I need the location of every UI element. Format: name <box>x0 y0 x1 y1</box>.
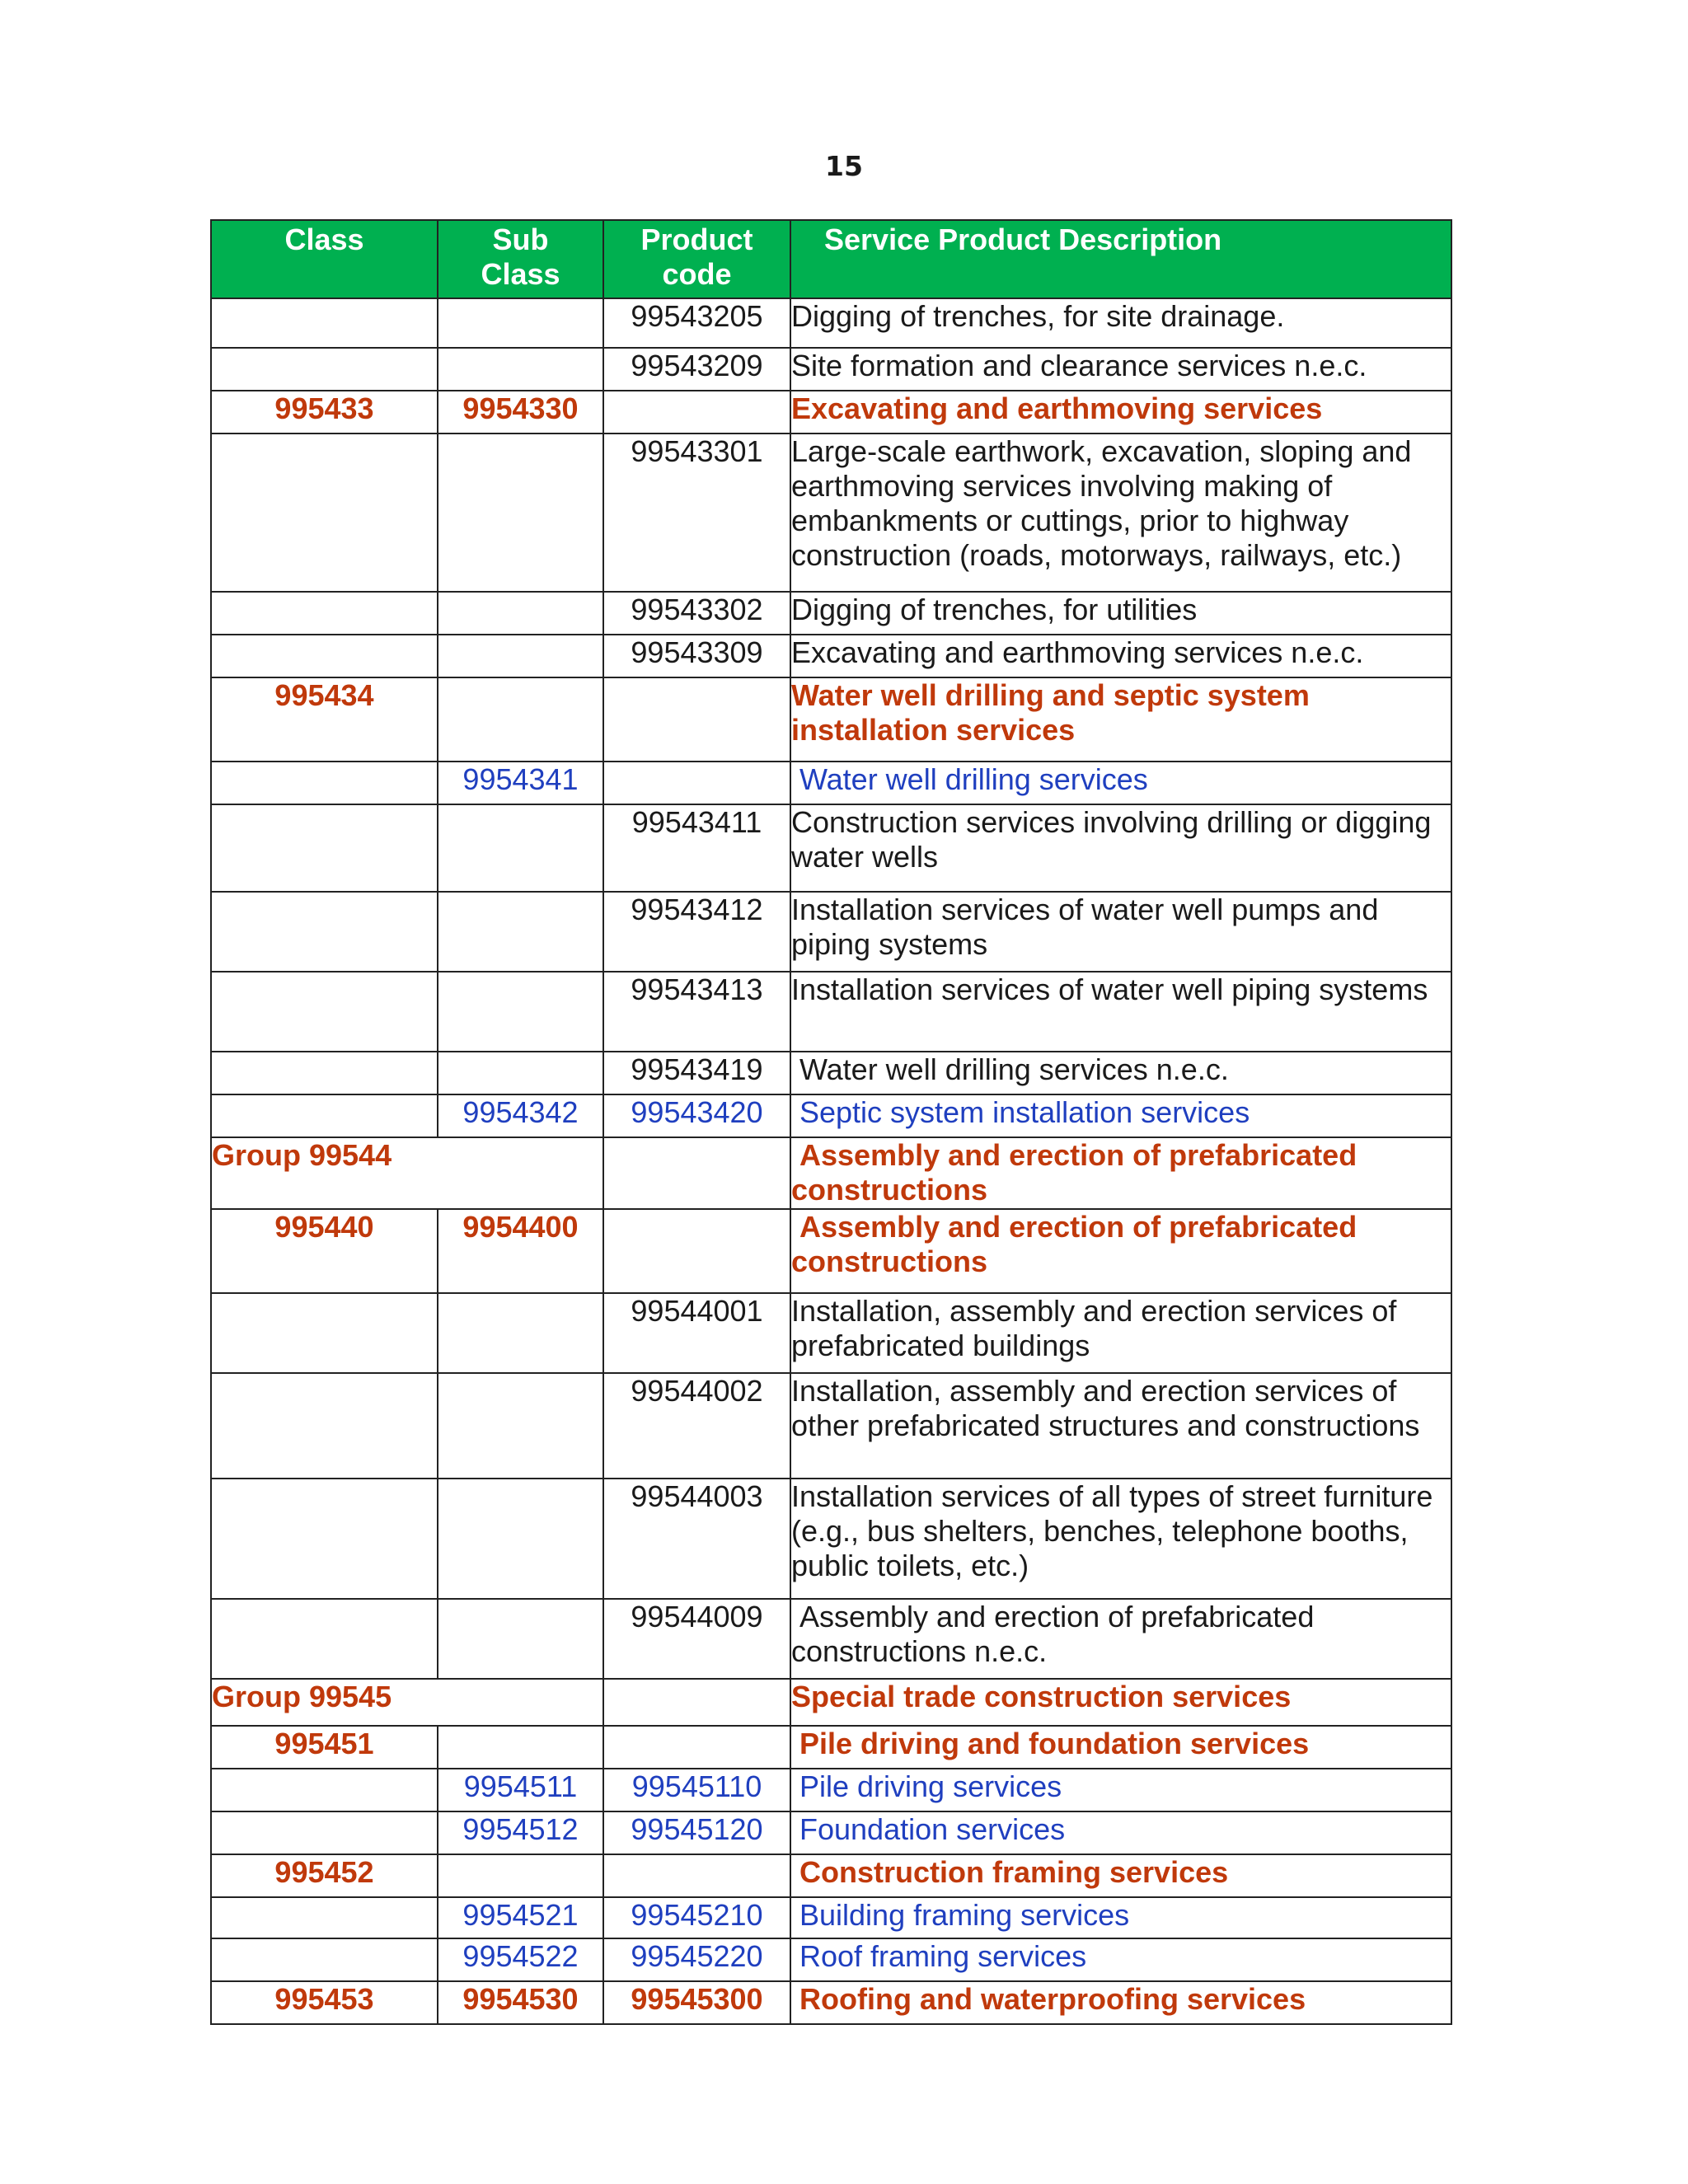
class-cell: 995453 <box>211 1981 438 2024</box>
subclass-cell <box>438 434 603 592</box>
table-row <box>211 298 1451 348</box>
description-cell: Water well drilling services <box>790 762 1451 804</box>
subclass-cell <box>438 1599 603 1679</box>
product-code-cell: 99545210 <box>603 1897 790 1938</box>
class-cell <box>211 1293 438 1373</box>
description-cell: Installation services of water well pumps and piping systems <box>790 892 1451 972</box>
product-code-cell: 99545220 <box>603 1938 790 1981</box>
product-code-cell: 99543419 <box>603 1052 790 1094</box>
table-row <box>211 1854 1451 1897</box>
table-row <box>211 592 1451 635</box>
class-cell <box>211 804 438 892</box>
description-cell: Site formation and clearance services n.e.c. <box>790 348 1451 391</box>
product-code-cell: 99544009 <box>603 1599 790 1679</box>
table-row <box>211 1373 1451 1479</box>
product-code-cell <box>603 1209 790 1293</box>
product-code-cell: 99543420 <box>603 1094 790 1137</box>
class-cell: 995433 <box>211 391 438 434</box>
description-cell: Installation services of water well piping systems <box>790 972 1451 1052</box>
subclass-cell: 9954521 <box>438 1897 603 1938</box>
class-cell: 995451 <box>211 1726 438 1769</box>
description-cell: Water well drilling services n.e.c. <box>790 1052 1451 1094</box>
description-cell: Roof framing services <box>790 1938 1451 1981</box>
header-subclass: Sub Class <box>438 220 603 298</box>
product-code-cell: 99543302 <box>603 592 790 635</box>
table-row <box>211 1679 1451 1726</box>
header-description: Service Product Description <box>790 220 1451 298</box>
product-code-cell: 99545120 <box>603 1811 790 1854</box>
product-code-cell <box>603 1854 790 1897</box>
description-cell: Water well drilling and septic system installation services <box>790 677 1451 762</box>
table-row <box>211 1981 1451 2024</box>
table-row <box>211 1094 1451 1137</box>
group-cell: Group 99545 <box>211 1679 603 1726</box>
product-code-cell <box>603 762 790 804</box>
description-cell: Digging of trenches, for site drainage. <box>790 298 1451 348</box>
product-code-cell <box>603 677 790 762</box>
subclass-cell <box>438 1373 603 1479</box>
table-header-row <box>211 220 1451 298</box>
class-cell: 995452 <box>211 1854 438 1897</box>
table-row <box>211 677 1451 762</box>
product-code-cell: 99543411 <box>603 804 790 892</box>
subclass-cell <box>438 677 603 762</box>
class-cell <box>211 1599 438 1679</box>
product-code-cell: 99543412 <box>603 892 790 972</box>
table-row <box>211 391 1451 434</box>
class-cell <box>211 1052 438 1094</box>
service-code-table <box>210 219 1452 2025</box>
class-cell <box>211 1094 438 1137</box>
product-code-cell: 99543413 <box>603 972 790 1052</box>
subclass-cell: 9954400 <box>438 1209 603 1293</box>
class-cell: 995434 <box>211 677 438 762</box>
description-cell: Foundation services <box>790 1811 1451 1854</box>
description-cell: Construction framing services <box>790 1854 1451 1897</box>
description-cell: Large-scale earthwork, excavation, sloping and earthmoving services involving making of embankments or cuttings, prior to highway construction (roads, motorways, railways, etc.) <box>790 434 1451 592</box>
description-cell: Building framing services <box>790 1897 1451 1938</box>
table-row <box>211 434 1451 592</box>
table-row <box>211 1137 1451 1209</box>
table-row <box>211 762 1451 804</box>
class-cell <box>211 1811 438 1854</box>
product-code-cell <box>603 1137 790 1209</box>
subclass-cell: 9954530 <box>438 1981 603 2024</box>
class-cell <box>211 348 438 391</box>
class-cell <box>211 1373 438 1479</box>
table-row <box>211 1938 1451 1981</box>
class-cell <box>211 434 438 592</box>
class-cell <box>211 592 438 635</box>
subclass-cell <box>438 348 603 391</box>
description-cell: Assembly and erection of prefabricated constructions n.e.c. <box>790 1599 1451 1679</box>
class-cell <box>211 1897 438 1938</box>
description-cell: Assembly and erection of prefabricated constructions <box>790 1209 1451 1293</box>
subclass-cell <box>438 972 603 1052</box>
class-cell <box>211 1769 438 1811</box>
description-cell: Septic system installation services <box>790 1094 1451 1137</box>
subclass-cell: 9954342 <box>438 1094 603 1137</box>
table-row <box>211 804 1451 892</box>
table-row <box>211 1726 1451 1769</box>
description-cell: Installation, assembly and erection services of other prefabricated structures and constructions <box>790 1373 1451 1479</box>
product-code-cell: 99543301 <box>603 434 790 592</box>
description-cell: Digging of trenches, for utilities <box>790 592 1451 635</box>
table-row <box>211 1293 1451 1373</box>
product-code-cell: 99544003 <box>603 1479 790 1599</box>
page-number: 15 <box>825 150 863 182</box>
subclass-cell: 9954522 <box>438 1938 603 1981</box>
class-cell <box>211 762 438 804</box>
description-cell: Excavating and earthmoving services <box>790 391 1451 434</box>
table-row <box>211 1479 1451 1599</box>
product-code-cell <box>603 391 790 434</box>
description-cell: Construction services involving drilling or digging water wells <box>790 804 1451 892</box>
description-cell: Installation, assembly and erection services of prefabricated buildings <box>790 1293 1451 1373</box>
description-cell: Special trade construction services <box>790 1679 1451 1726</box>
subclass-cell <box>438 635 603 677</box>
class-cell <box>211 298 438 348</box>
header-class: Class <box>211 220 438 298</box>
product-code-cell: 99543205 <box>603 298 790 348</box>
description-cell: Excavating and earthmoving services n.e.c. <box>790 635 1451 677</box>
product-code-cell: 99543309 <box>603 635 790 677</box>
subclass-cell <box>438 298 603 348</box>
table-row <box>211 1052 1451 1094</box>
class-cell <box>211 1479 438 1599</box>
class-cell <box>211 972 438 1052</box>
subclass-cell <box>438 592 603 635</box>
product-code-cell: 99543209 <box>603 348 790 391</box>
subclass-cell: 9954330 <box>438 391 603 434</box>
description-cell: Assembly and erection of prefabricated constructions <box>790 1137 1451 1209</box>
product-code-cell: 99545110 <box>603 1769 790 1811</box>
table-row <box>211 635 1451 677</box>
table-row <box>211 348 1451 391</box>
class-cell <box>211 1938 438 1981</box>
subclass-cell <box>438 1726 603 1769</box>
product-code-cell: 99545300 <box>603 1981 790 2024</box>
table-row <box>211 1811 1451 1854</box>
subclass-cell <box>438 1479 603 1599</box>
class-cell <box>211 635 438 677</box>
table-row <box>211 972 1451 1052</box>
subclass-cell <box>438 1293 603 1373</box>
table-row <box>211 1209 1451 1293</box>
subclass-cell: 9954512 <box>438 1811 603 1854</box>
class-cell <box>211 892 438 972</box>
description-cell: Pile driving services <box>790 1769 1451 1811</box>
product-code-cell: 99544001 <box>603 1293 790 1373</box>
table-row <box>211 892 1451 972</box>
table-row <box>211 1599 1451 1679</box>
product-code-cell <box>603 1726 790 1769</box>
description-cell: Roofing and waterproofing services <box>790 1981 1451 2024</box>
subclass-cell: 9954511 <box>438 1769 603 1811</box>
header-product-code: Product code <box>603 220 790 298</box>
class-cell: 995440 <box>211 1209 438 1293</box>
description-cell: Pile driving and foundation services <box>790 1726 1451 1769</box>
table-row <box>211 1897 1451 1938</box>
subclass-cell: 9954341 <box>438 762 603 804</box>
product-code-cell <box>603 1679 790 1726</box>
subclass-cell <box>438 804 603 892</box>
subclass-cell <box>438 1052 603 1094</box>
product-code-cell: 99544002 <box>603 1373 790 1479</box>
subclass-cell <box>438 892 603 972</box>
description-cell: Installation services of all types of street furniture (e.g., bus shelters, benches, telephone booths, public toilets, etc.) <box>790 1479 1451 1599</box>
group-cell: Group 99544 <box>211 1137 603 1209</box>
subclass-cell <box>438 1854 603 1897</box>
table-row <box>211 1769 1451 1811</box>
